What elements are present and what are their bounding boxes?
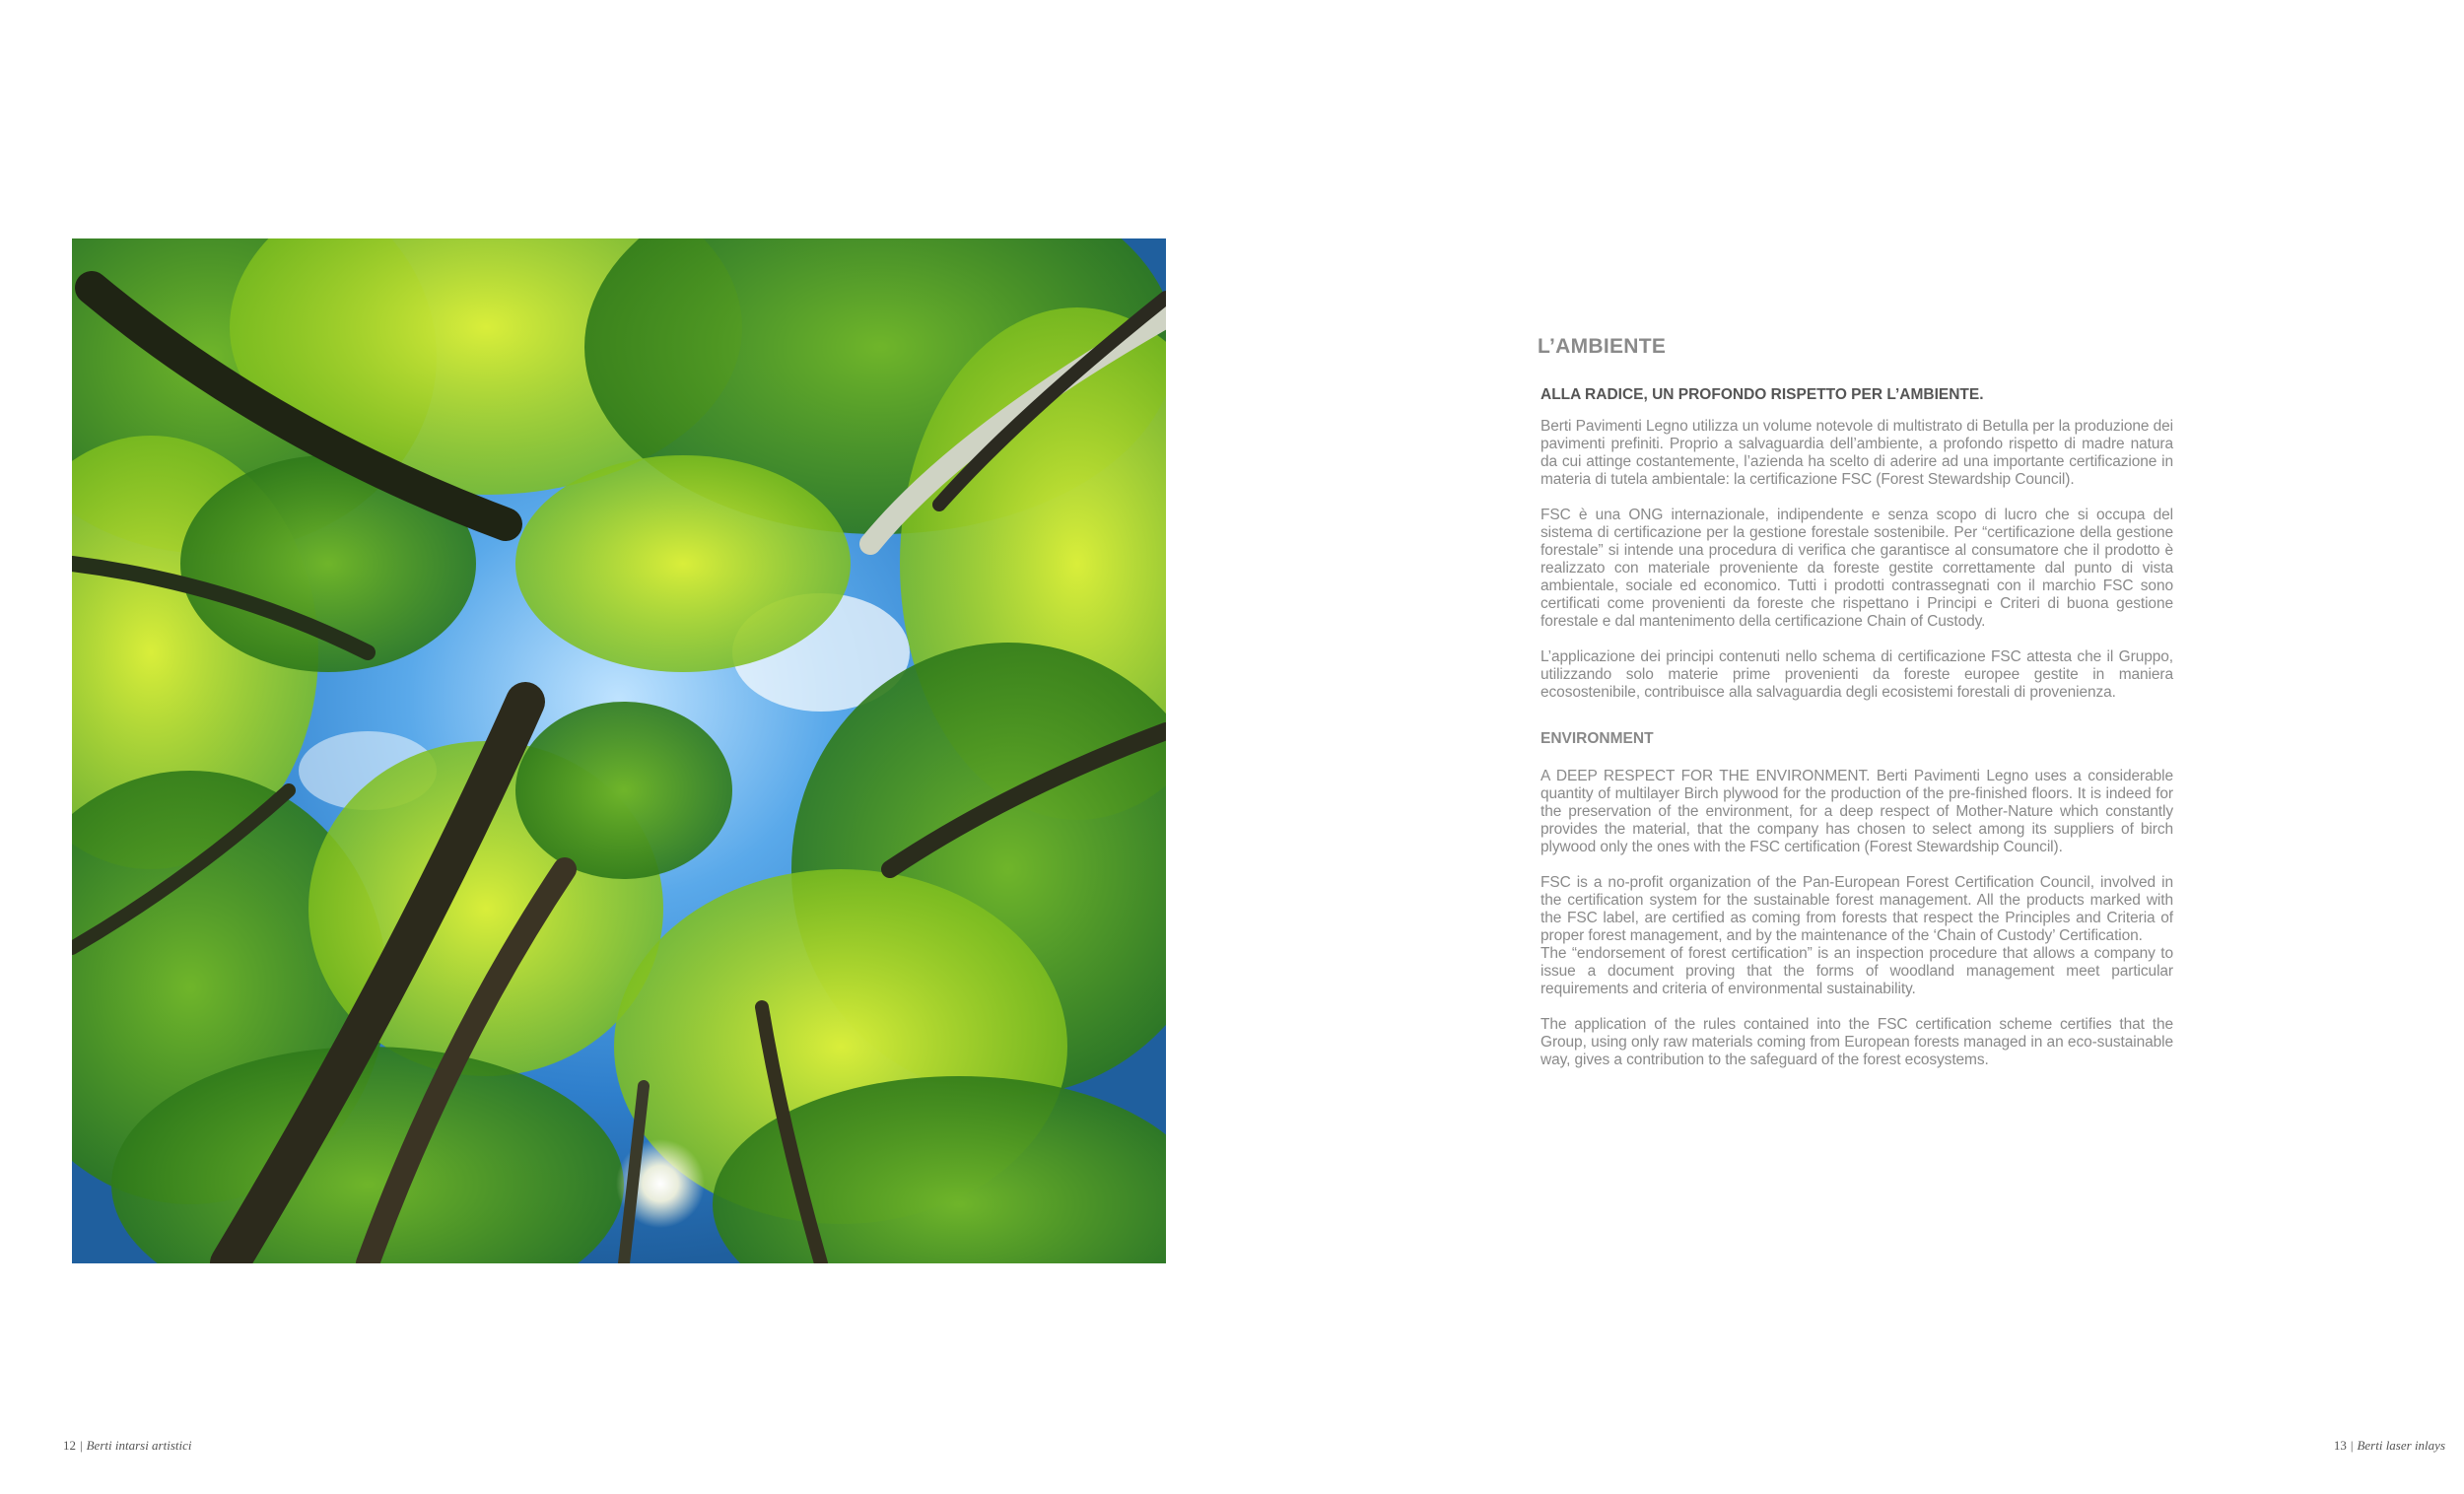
section-title: L’AMBIENTE	[1538, 335, 1667, 358]
italian-subheading: ALLA RADICE, UN PROFONDO RISPETTO PER L’AMBIENTE.	[1540, 386, 1984, 403]
forest-canopy-icon	[72, 238, 1166, 1263]
italian-paragraph: FSC è una ONG internazionale, indipendente e senza scopo di lucro che si occupa del sistema di certificazione per la gestione forestale sostenibile. Per “certificazione della gestione forestale” si intende una procedura di verifica che garantisce al consumatore che il prodotto è realizzato con materiale proveniente da foreste gestite correttamente dal punto di vista ambientale, sociale ed economico. Tutti i prodotti contrassegnati con il marchio FSC sono certificati come provenienti da foreste che rispettano i Principi e Criteri di buona gestione forestale e dal mantenimento della certificazione Chain of Custody.	[1540, 507, 2173, 630]
footer-left	[63, 1438, 192, 1454]
english-title: ENVIRONMENT	[1540, 730, 1654, 747]
footer-separator: |	[2350, 1438, 2354, 1453]
footer-title: Berti intarsi artistici	[86, 1438, 192, 1453]
footer-title: Berti laser inlays	[2357, 1438, 2445, 1453]
footer-right	[2334, 1438, 2445, 1454]
english-paragraph-group	[1540, 874, 2173, 998]
page-number: 12	[63, 1438, 76, 1453]
english-paragraph: FSC is a no-profit organization of the Pan-European Forest Certification Council, involved in the certification system for the sustainable forest management. All the products marked with the FSC label, are certified as coming from forests that respect the Principles and Criteria of proper forest management, and by the maintenance of the ‘Chain of Custody’ Certification.	[1540, 874, 2173, 944]
footer-separator: |	[80, 1438, 83, 1453]
english-paragraph: The “endorsement of forest certification” is an inspection procedure that allows a company to issue a document proving that the forms of woodland management meet particular requirements and criteria of environmental sustainability.	[1540, 945, 2173, 997]
text-column	[1540, 335, 2173, 1087]
italian-paragraph: L’applicazione dei principi contenuti nello schema di certificazione FSC attesta che il Gruppo, utilizzando solo materie prime provenienti da foreste europee gestite in maniera ecosostenibile, contribuisce alla salvaguardia degli ecosistemi forestali di provenienza.	[1540, 648, 2173, 701]
page-number: 13	[2333, 1438, 2347, 1453]
forest-canopy-photo	[72, 238, 1166, 1263]
italian-paragraph: Berti Pavimenti Legno utilizza un volume notevole di multistrato di Betulla per la produzione dei pavimenti prefiniti. Proprio a salvaguardia dell’ambiente, a profondo rispetto di madre natura da cui attinge costantemente, l’azienda ha scelto di aderire ad una importante certificazione in materia di tutela ambientale: la certificazione FSC (Forest Stewardship Council).	[1540, 418, 2173, 488]
english-paragraph: A DEEP RESPECT FOR THE ENVIRONMENT. Berti Pavimenti Legno uses a considerable quantity of multilayer Birch plywood for the production of the pre-finished floors. It is indeed for the preservation of the environment, for a deep respect of Mother-Nature which constantly provides the material, that the company has chosen to select among its suppliers of birch plywood only the ones with the FSC certification (Forest Stewardship Council).	[1540, 768, 2173, 855]
english-paragraph: The application of the rules contained into the FSC certification scheme certifies that the Group, using only raw materials coming from European forests managed in an eco-sustainable way, gives a contribution to the safeguard of the forest ecosystems.	[1540, 1016, 2173, 1068]
